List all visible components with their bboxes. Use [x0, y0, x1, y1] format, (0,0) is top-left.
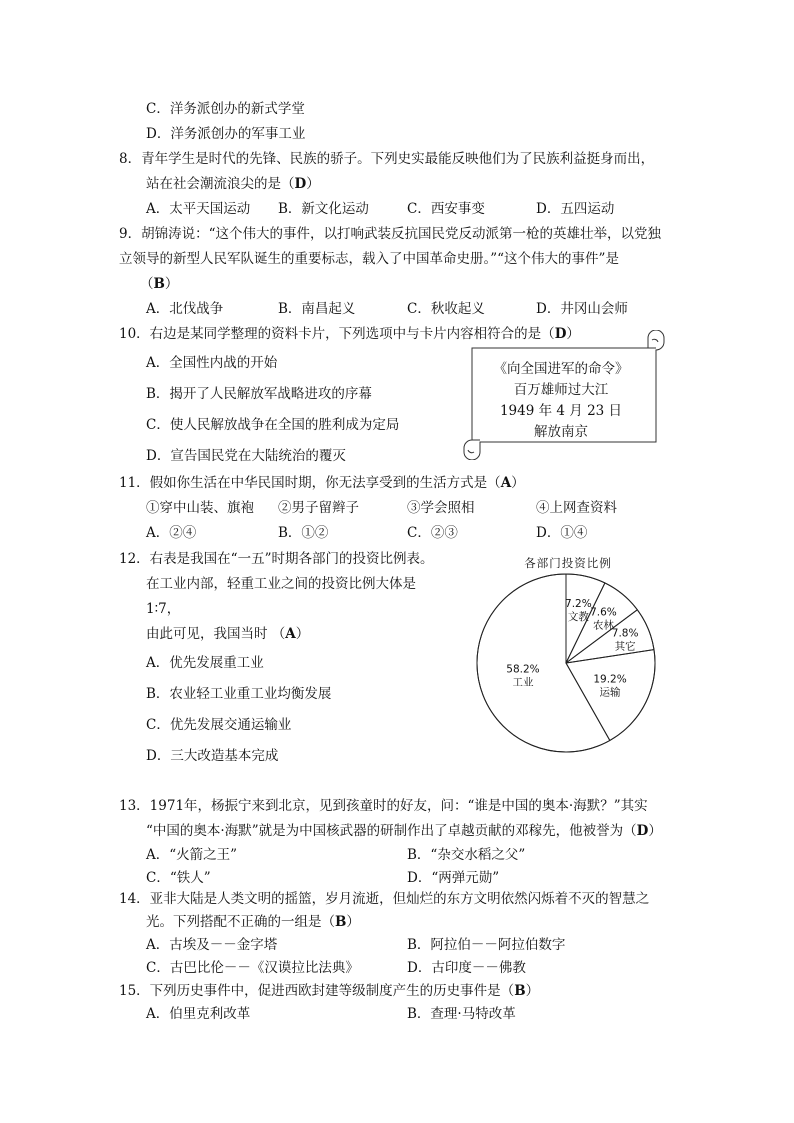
q14-option-a: A．古埃及－－金字塔	[146, 937, 278, 953]
q15-option-b: B．查理·马特改革	[407, 1006, 516, 1022]
pie-value-label: 7.6%	[590, 606, 617, 619]
q8-option-a: A．太平天国运动	[146, 201, 251, 217]
q12-stem-line3: 1∶7，	[146, 601, 181, 617]
pie-category-label: 农林	[592, 619, 614, 632]
q9-stem-line3: （B）	[140, 276, 179, 292]
q13-option-c: C．“铁人”	[146, 870, 211, 886]
q15-answer: B	[514, 983, 526, 999]
pie-value-label: 58.2%	[506, 663, 540, 676]
q10-option-a: A．全国性内战的开始	[146, 355, 278, 371]
q9-answer: B	[153, 276, 165, 292]
q11-option-a: A．②④	[146, 525, 197, 541]
q12-option-d: D．三大改造基本完成	[146, 748, 279, 764]
q10-option-d: D．宣告国民党在大陆统治的覆灭	[146, 448, 346, 464]
q11-option-c: C．②③	[407, 525, 458, 541]
q9-stem-line1: 9．胡锦涛说：“这个伟大的事件，以打响武装反抗国民党反动派第一枪的英雄壮举，以党独	[119, 226, 661, 242]
q11-option-b: B．①②	[278, 525, 329, 541]
q14-stem-line1: 14．亚非大陆是人类文明的摇篮，岁月流逝，但灿烂的东方文明依然闪烁着不灭的智慧之	[119, 891, 650, 907]
q13-option-b: B．“杂交水稻之父”	[407, 847, 526, 863]
q12-option-b: B．农业轻工业重工业均衡发展	[146, 686, 332, 702]
q15-stem: 15．下列历史事件中，促进西欧封建等级制度产生的历史事件是（B）	[119, 983, 540, 999]
q9-option-d: D．井冈山会师	[536, 301, 628, 317]
q8-stem-line2: 站在社会潮流浪尖的是（D）	[146, 176, 320, 192]
pie-value-label: 7.8%	[611, 627, 639, 640]
q13-stem-line2: “中国的奥本·海默”就是为中国核武器的研制作出了卓越贡献的邓稼先，他被誉为（D）	[146, 823, 662, 839]
card-line2: 百万雄师过大江	[513, 382, 609, 398]
pie-value-label: 7.2%	[565, 598, 592, 611]
q12-stem-line1: 12．右表是我国在“一五”时期各部门的投资比例表。	[119, 551, 434, 567]
q12-stem-line2: 在工业内部，轻重工业之间的投资比例大体是	[146, 576, 416, 592]
q13-answer: D	[636, 823, 649, 839]
card-title: 《向全国进军的命令》	[493, 361, 629, 377]
q8-stem-line1: 8．青年学生是时代的先锋、民族的骄子。下列史实最能反映他们为了民族利益挺身而出，	[119, 151, 655, 167]
pie-category-label: 其它	[614, 640, 636, 653]
q12-answer: A	[285, 626, 296, 642]
q11-option-d: D．①④	[536, 525, 588, 541]
q8-option-d: D．五四运动	[536, 201, 615, 217]
q14-answer: B	[335, 914, 347, 930]
chart-title: 各部门投资比例	[524, 556, 612, 570]
q12-option-a: A．优先发展重工业	[146, 655, 264, 671]
q9-option-b: B．南昌起义	[278, 301, 356, 317]
q11-stem: 11．假如你生活在中华民国时期，你无法享受到的生活方式是（A）	[119, 475, 525, 491]
investment-pie-chart	[470, 552, 670, 762]
q11-answer: A	[500, 475, 512, 491]
q7-option-c: C．洋务派创办的新式学堂	[146, 101, 305, 117]
q9-stem-line2: 立领导的新型人民军队诞生的重要标志，载入了中国革命史册。”“这个伟大的事件”是	[119, 251, 619, 267]
pie-category-label: 运输	[599, 686, 621, 699]
pie-category-label: 工业	[512, 676, 534, 689]
q13-option-a: A．“火箭之王”	[146, 847, 238, 863]
q14-option-c: C．古巴比伦－－《汉谟拉比法典》	[146, 960, 359, 976]
q14-option-b: B．阿拉伯－－阿拉伯数字	[407, 937, 566, 953]
card-line3: 1949 年 4 月 23 日	[499, 403, 623, 419]
pie-value-label: 19.2%	[593, 673, 627, 686]
q10-answer: D	[554, 326, 567, 342]
q8-option-c: C．西安事变	[407, 201, 485, 217]
q12-option-c: C．优先发展交通运输业	[146, 717, 292, 733]
q11-item-4: ④上网查资料	[536, 500, 617, 516]
q8-answer: D	[294, 176, 307, 192]
pie-category-label: 文教	[567, 611, 589, 624]
q10-option-c: C．使人民解放战争在全国的胜利成为定局	[146, 417, 400, 433]
q9-option-a: A．北伐战争	[146, 301, 224, 317]
q8-option-b: B．新文化运动	[278, 201, 369, 217]
q14-stem-line2: 光。下列搭配不正确的一组是（B）	[146, 914, 360, 930]
q15-option-a: A．伯里克利改革	[146, 1006, 251, 1022]
q7-option-d: D．洋务派创办的军事工业	[146, 126, 306, 142]
q13-stem-line1: 13．1971年，杨振宁来到北京，见到孩童时的好友，问：“谁是中国的奥本·海默？”其实	[119, 798, 648, 814]
q13-option-d: D．“两弹元勋”	[407, 870, 500, 886]
q14-option-d: D．古印度－－佛教	[407, 960, 526, 976]
q9-option-c: C．秋收起义	[407, 301, 485, 317]
q11-item-3: ③学会照相	[407, 500, 475, 516]
q11-item-1: ①穿中山装、旗袍	[146, 500, 254, 516]
q10-stem: 10．右边是某同学整理的资料卡片，下列选项中与卡片内容相符合的是（D）	[119, 326, 580, 342]
q11-item-2: ②男子留辫子	[278, 500, 359, 516]
q10-option-b: B．揭开了人民解放军战略进攻的序幕	[146, 386, 372, 402]
card-line4: 解放南京	[534, 424, 588, 440]
q12-stem-line4: 由此可见，我国当时 （A）	[146, 626, 310, 642]
